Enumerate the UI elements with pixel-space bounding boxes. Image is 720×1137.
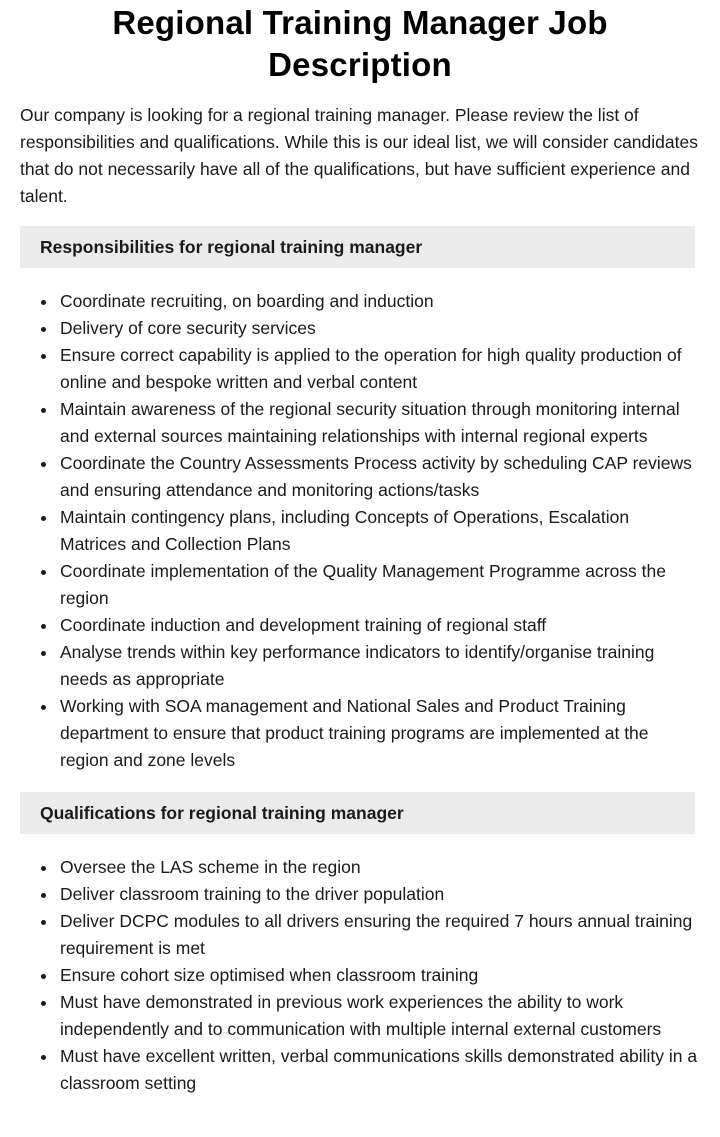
list-item: Deliver classroom training to the driver population	[60, 881, 700, 908]
list-item: Coordinate the Country Assessments Process activity by scheduling CAP reviews and ensuring attendance and monitoring actions/tasks	[60, 450, 700, 504]
list-item: Coordinate implementation of the Quality Management Programme across the region	[60, 558, 700, 612]
list-item: Maintain awareness of the regional security situation through monitoring internal and external sources maintaining relationships with internal regional experts	[60, 396, 700, 450]
qualifications-list	[20, 854, 700, 1097]
list-item: Analyse trends within key performance indicators to identify/organise training needs as appropriate	[60, 639, 700, 693]
list-item: Must have excellent written, verbal communications skills demonstrated ability in a classroom setting	[60, 1043, 700, 1097]
page-title: Regional Training Manager Job Description	[112, 4, 608, 83]
qualifications-heading: Qualifications for regional training manager	[20, 792, 695, 834]
list-item: Coordinate recruiting, on boarding and induction	[60, 288, 700, 315]
list-item: Oversee the LAS scheme in the region	[60, 854, 700, 881]
responsibilities-list	[20, 288, 700, 774]
list-item: Ensure cohort size optimised when classroom training	[60, 962, 700, 989]
responsibilities-heading: Responsibilities for regional training manager	[20, 226, 695, 268]
list-item: Maintain contingency plans, including Concepts of Operations, Escalation Matrices and Collection Plans	[60, 504, 700, 558]
list-item: Ensure correct capability is applied to the operation for high quality production of online and bespoke written and verbal content	[60, 342, 700, 396]
list-item: Deliver DCPC modules to all drivers ensuring the required 7 hours annual training requirement is met	[60, 908, 700, 962]
intro-paragraph: Our company is looking for a regional training manager. Please review the list of responsibilities and qualifications. While this is our ideal list, we will consider candidates that do not necessarily have all of the qualifications, but have sufficient experience and talent.	[20, 105, 698, 206]
list-item: Delivery of core security services	[60, 315, 700, 342]
list-item: Working with SOA management and National Sales and Product Training department to ensure that product training programs are implemented at the region and zone levels	[60, 693, 700, 774]
list-item: Coordinate induction and development training of regional staff	[60, 612, 700, 639]
list-item: Must have demonstrated in previous work experiences the ability to work independently and to communication with multiple internal external customers	[60, 989, 700, 1043]
